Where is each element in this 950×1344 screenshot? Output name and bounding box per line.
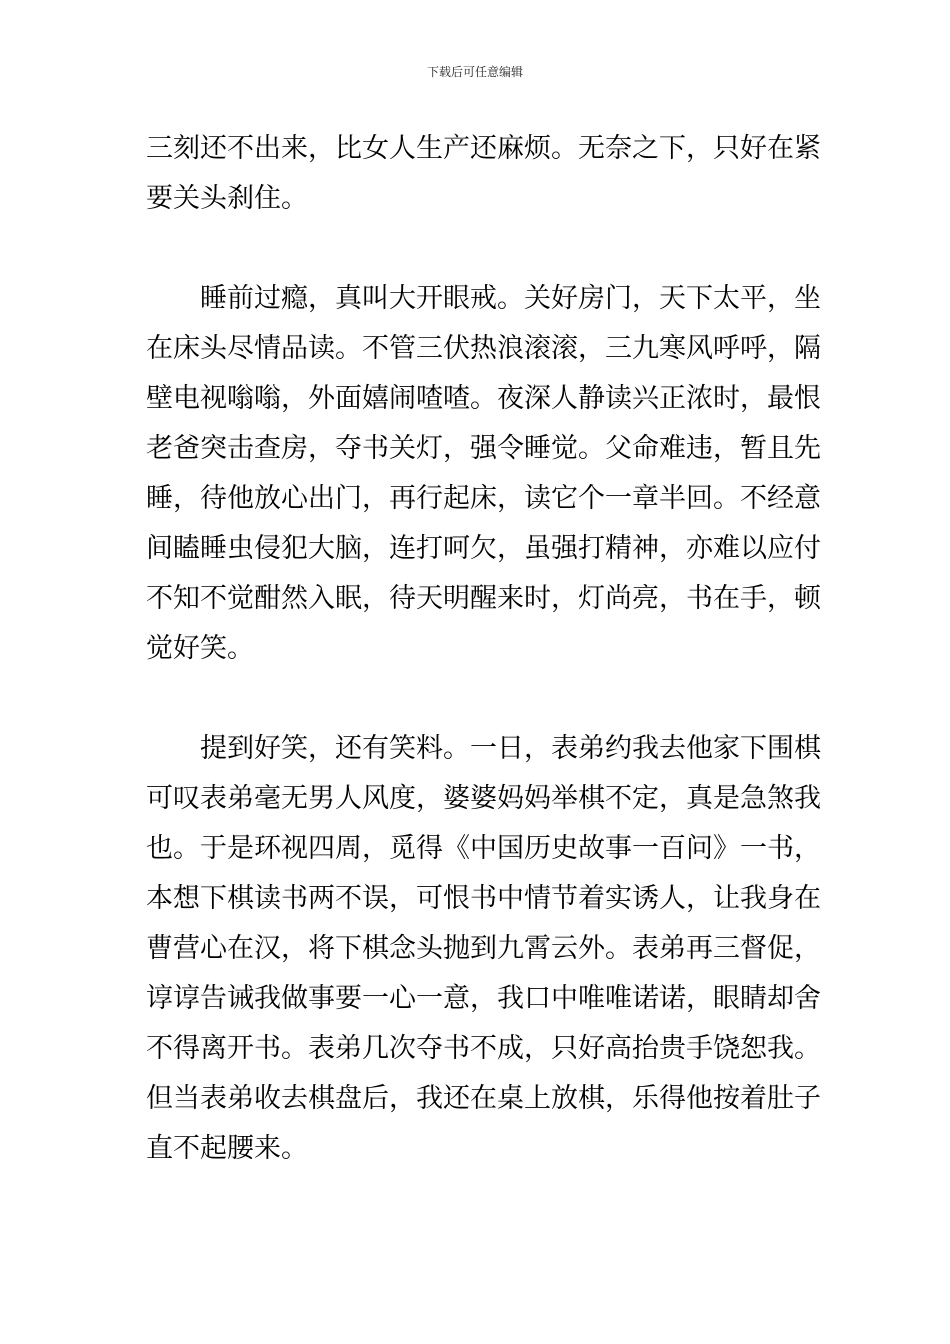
- paragraph-line: 间瞌睡虫侵犯大脑，连打呵欠，虽强打精神，亦难以应付: [146, 533, 821, 564]
- page-header-note: 下载后可任意编辑: [426, 65, 523, 79]
- paragraph-line: 也。于是环视四周，觅得《中国历史故事一百问》一书，: [146, 833, 821, 864]
- paragraph-line: 壁电视嗡嗡，外面嬉闹喳喳。夜深人静读兴正浓时，最恨: [146, 383, 821, 414]
- paragraph-gap: [146, 674, 806, 724]
- paragraph-line: 可叹表弟毫无男人风度，婆婆妈妈举棋不定，真是急煞我: [146, 783, 821, 814]
- paragraph-line: 老爸突击查房，夺书关灯，强令睡觉。父命难违，暂且先: [146, 433, 821, 464]
- paragraph-line: 三刻还不出来，比女人生产还麻烦。无奈之下，只好在紧: [146, 133, 821, 164]
- paragraph-line: 曹营心在汉，将下棋念头抛到九霄云外。表弟再三督促，: [146, 933, 821, 964]
- paragraph-line: 睡前过瘾，真叫大开眼戒。关好房门，天下太平，坐: [200, 283, 821, 314]
- paragraph-line: 但当表弟收去棋盘后，我还在桌上放棋，乐得他按着肚子: [146, 1083, 821, 1114]
- paragraph-line: 不得离开书。表弟几次夺书不成，只好高抬贵手饶恕我。: [146, 1033, 821, 1064]
- document-body: [146, 124, 821, 1174]
- paragraph-line: 提到好笑，还有笑料。一日，表弟约我去他家下围棋: [200, 733, 821, 764]
- paragraph-line: 睡，待他放心出门，再行起床，读它个一章半回。不经意: [146, 483, 821, 514]
- paragraph-line: 不知不觉酣然入眠，待天明醒来时，灯尚亮，书在手，顿: [146, 583, 821, 614]
- paragraph-line: 要关头刹住。: [146, 183, 308, 214]
- paragraph-line: 在床头尽情品读。不管三伏热浪滚滚，三九寒风呼呼，隔: [146, 333, 821, 364]
- paragraph-gap: [146, 224, 806, 274]
- paragraph-line: 直不起腰来。: [146, 1133, 308, 1164]
- paragraph-line: 觉好笑。: [146, 633, 254, 664]
- paragraph-line: 本想下棋读书两不误，可恨书中情节着实诱人，让我身在: [146, 883, 821, 914]
- paragraph-line: 谆谆告诫我做事要一心一意，我口中唯唯诺诺，眼睛却舍: [146, 983, 821, 1014]
